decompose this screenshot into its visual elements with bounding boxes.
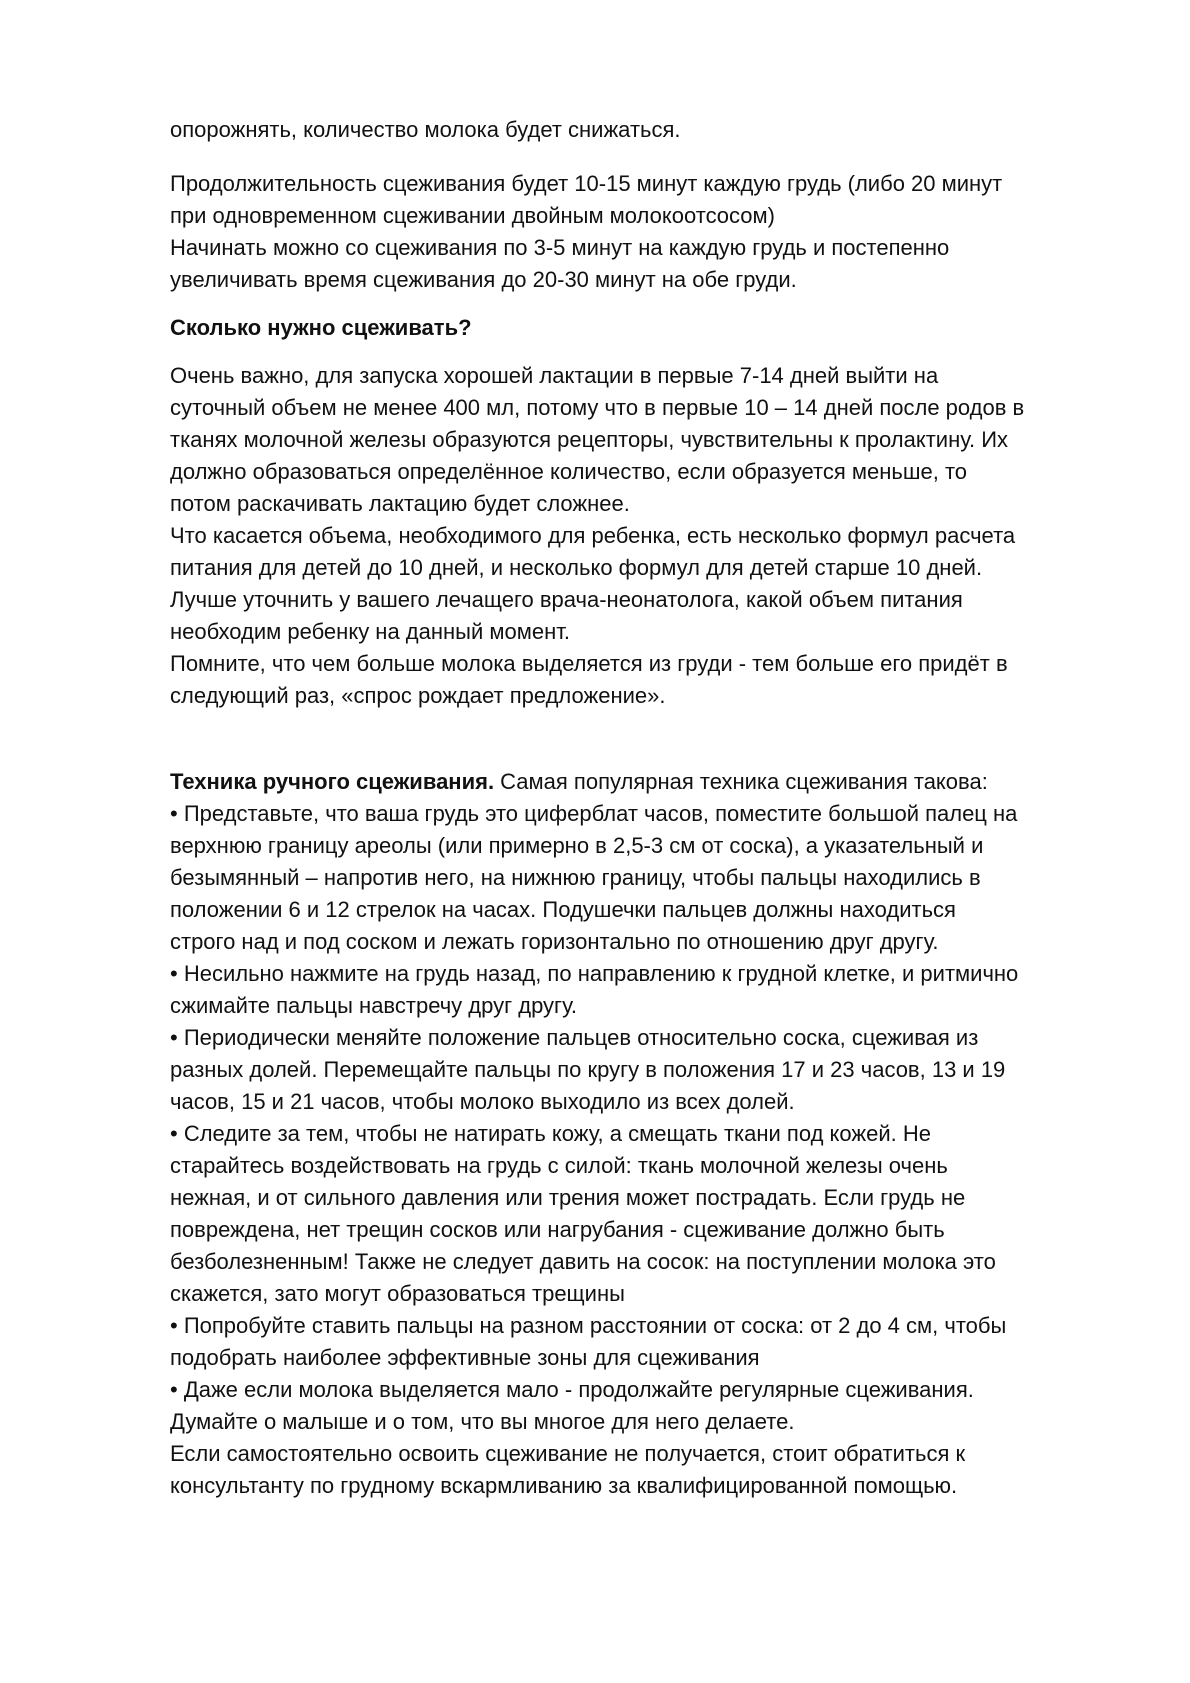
paragraph-milk-decrease: опорожнять, количество молока будет снижаться. bbox=[170, 117, 681, 142]
heading-how-much: Сколько нужно сцеживать? bbox=[170, 315, 472, 340]
paragraph-volume: Очень важно, для запуска хорошей лактации в первые 7-14 дней выйти на суточный объем не менее 400 мл, потому что в первые 10 – 14 дней после родов в тканях молочной железы образуются рецепторы, чувствительны к пролактину. Их должно образоваться определённое количество, если образуется меньше, то потом раскачивать лактацию будет сложнее. Что касается объема, необходимого для ребенка, есть несколько формул расчета питания для детей до 10 дней, и несколько формул для детей старше 10 дней. Лучше уточнить у вашего лечащего врача-неонатолога, какой объем питания необходим ребенку на данный момент. Помните, что чем больше молока выделяется из груди - тем больше его придёт в следующий раз, «спрос рождает предложение». bbox=[170, 363, 1025, 708]
technique-intro-text: Самая популярная техника сцеживания такова: bbox=[494, 769, 988, 794]
document-page bbox=[170, 114, 1130, 1502]
paragraph-duration: Продолжительность сцеживания будет 10-15 минут каждую грудь (либо 20 минут при одновременном сцеживании двойным молокоотсосом) Начинать можно со сцеживания по 3-5 минут на каждую грудь и постепенно увеличивать время сцеживания до 20-30 минут на обе груди. bbox=[170, 171, 1003, 292]
technique-intro-line bbox=[170, 766, 1130, 798]
heading-technique: Техника ручного сцеживания. bbox=[170, 769, 495, 794]
paragraph-technique-steps: • Представьте, что ваша грудь это циферблат часов, поместите большой палец на верхнюю границу ареолы (или примерно в 2,5-3 см от соска), а указательный и безымянный – напротив него, на нижнюю границу, чтобы пальцы находились в положении 6 и 12 стрелок на часах. Подушечки пальцев должны находиться строго над и под соском и лежать горизонтально по отношению друг другу. • Несильно нажмите на грудь назад, по направлению к грудной клетке, и ритмично сжимайте пальцы навстречу друг другу. • Периодически меняйте положение пальцев относительно соска, сцеживая из разных долей. Перемещайте пальцы по кругу в положения 17 и 23 часов, 13 и 19 часов, 15 и 21 часов, чтобы молоко выходило из всех долей. • Следите за тем, чтобы не натирать кожу, а смещать ткани под кожей. Не старайтесь воздействовать на грудь с силой: ткань молочной железы очень нежная, и от сильного давления или трения может пострадать. Если грудь не повреждена, нет трещин сосков или нагрубания - сцеживание должно быть безболезненным! Также не следует давить на сосок: на поступлении молока это скажется, зато могут образоваться трещины • Попробуйте ставить пальцы на разном расстоянии от соска: от 2 до 4 см, чтобы подобрать наиболее эффективные зоны для сцеживания • Даже если молока выделяется мало - продолжайте регулярные сцеживания. Думайте о малыше и о том, что вы многое для него делаете. Если самостоятельно освоить сцеживание не получается, стоит обратиться к консультанту по грудному вскармливанию за квалифицированной помощью. bbox=[170, 801, 1019, 1498]
